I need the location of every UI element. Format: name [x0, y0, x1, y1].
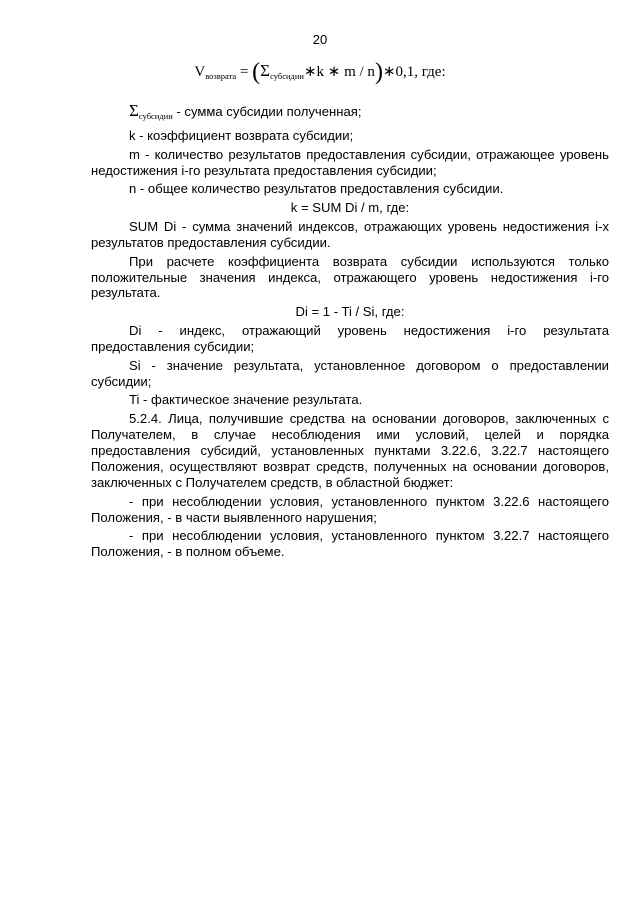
formula-v-subscript: возврата: [205, 71, 237, 81]
formula-sigma-subscript: субсидии: [270, 71, 304, 81]
paragraph-k: k - коэффициент возврата субсидии;: [129, 127, 354, 143]
formula-di: Di = 1 - Ti / Si, где:: [295, 304, 405, 320]
legend-sigma: [91, 103, 609, 125]
paragraph-ti: Ti - фактическое значение результата.: [129, 392, 363, 408]
formula-return-volume: [0, 58, 640, 89]
legend-sigma-text: - сумма субсидии полученная;: [172, 104, 362, 119]
paragraph-positive-values: При расчете коэффициента возврата субсидии используются только положительные значения индекса, отражающего уровень недостижения i-го результата.: [91, 253, 609, 301]
paragraph-m: m - количество результатов предоставления субсидии, отражающее уровень недостижения i-го результата предоставления субсидии;: [91, 146, 609, 178]
formula-k: k = SUM Di / m, где:: [290, 200, 410, 216]
paragraph-bullet-3-22-7: - при несоблюдении условия, установленного пунктом 3.22.7 настоящего Положения, - в полном объеме.: [91, 528, 609, 560]
formula-body: ∗k ∗ m / n: [303, 64, 375, 80]
legend-sigma-symbol: Σ: [129, 101, 139, 120]
formula-v: V: [194, 64, 206, 80]
paragraph-n: n - общее количество результатов предоставления субсидии.: [129, 181, 504, 197]
paragraph-sum-di: SUM Di - сумма значений индексов, отражающих уровень недостижения i-х результатов предоставления субсидии.: [91, 218, 609, 250]
formula-close-paren: ): [374, 59, 383, 85]
document-body: [91, 103, 609, 563]
formula-tail: ∗0,1, где:: [382, 64, 446, 80]
paragraph-si: Si - значение результата, установленное договором о предоставлении субсидии;: [91, 357, 609, 389]
legend-sigma-subscript: субсидии: [138, 111, 173, 121]
page-number: 20: [312, 32, 328, 47]
formula-sigma: Σ: [260, 61, 271, 80]
paragraph-bullet-3-22-6: - при несоблюдении условия, установленного пунктом 3.22.6 настоящего Положения, - в части выявленного нарушения;: [91, 493, 609, 525]
formula-open-paren: (: [252, 59, 261, 85]
paragraph-di: Di - индекс, отражающий уровень недостижения i-го результата предоставления субсидии;: [91, 323, 609, 354]
paragraph-5-2-4: 5.2.4. Лица, получившие средства на основании договоров, заключенных с Получателем, в случае несоблюдения ими условий, целей и порядка предоставления субсидий, установленных пунктами 3.22.6, 3.22.7 настоящего Положения, осуществляют возврат средств, полученных на основании договоров, заключенных с Получателем средств, в областной бюджет:: [91, 411, 609, 490]
formula-equals: =: [236, 64, 253, 80]
